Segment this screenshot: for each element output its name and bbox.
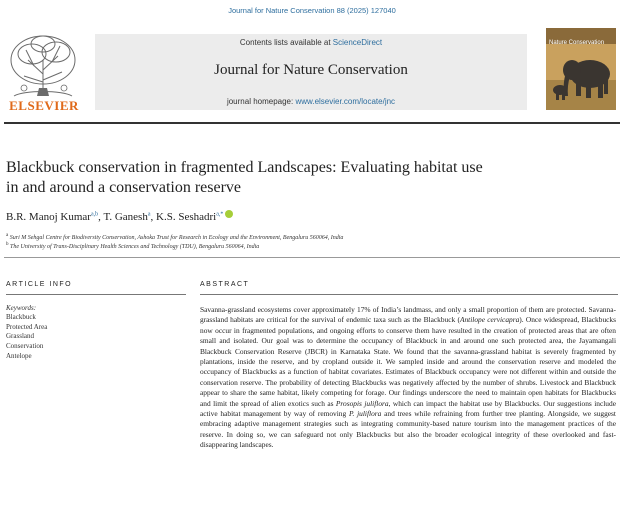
abstract-heading: ABSTRACT: [200, 281, 250, 288]
keyword-item: Protected Area: [6, 322, 48, 331]
species-name: Antilope cervicapra: [459, 315, 520, 325]
article-info-heading: ARTICLE INFO: [6, 281, 73, 288]
publisher-name: ELSEVIER: [9, 98, 79, 113]
header-divider: [4, 122, 620, 124]
keyword-item: Blackbuck: [6, 313, 36, 321]
keyword-item: Conservation: [6, 342, 44, 351]
affiliation-text: Suri M Sehgal Centre for Biodiversity Conservation, Ashoka Trust for Research in Ecology and the Environment, Bengaluru 560064, India: [9, 235, 344, 241]
homepage-prefix: journal homepage:: [226, 97, 296, 106]
article-title-line-2: in and around a conservation reserve: [6, 179, 242, 196]
abstract-part: Savanna-grassland ecosystems cover approximately 17% of India’s landmass, and only a small proportion of them are protected. Savanna-grassland habitats are critical for the survival of endemic taxa such as the Blackbuck (: [200, 305, 616, 325]
affiliations-divider: [4, 257, 620, 258]
journal-citation[interactable]: Journal for Nature Conservation 88 (2025) 127040: [228, 6, 396, 15]
author-separator: ,: [98, 211, 104, 223]
author-affiliation-mark[interactable]: a: [147, 211, 151, 218]
abstract-part: and trees while refraining from further tree planting. Alongside, we suggest embracing adaptive management strategies such as integrating community-based nature tourism into the management practices of the reserve. In doing so, we can safeguard not only Blackbucks but also the broader ecological integrity of these overlooked and fast-disappearing landscapes.: [200, 409, 616, 450]
article-info-rule: [6, 294, 186, 295]
abstract-text: [200, 305, 616, 451]
author-list: [6, 210, 233, 223]
contents-availability-line: [95, 38, 527, 47]
keywords-list: [6, 313, 47, 362]
orcid-icon[interactable]: [225, 210, 233, 218]
journal-homepage-line: [95, 97, 527, 106]
species-name: Prosopis juliflora: [335, 398, 389, 408]
abstract-part: ). Once widespread, Blackbucks now occur in fragmented populations, and ongoing efforts to conserve them have resulted in the creation of protected areas that are often small and isolated. Our goal was to determine the occupancy of Blackbuck in and around one such protected area, the Jayamangali Blackbuck Conservation Reserve (JBCR) in Karnataka State. We found that the savanna-grassland habitat is severely fragmented by plantations, inside the reserve, and by cropland outside it. We sampled inside and around the conservation reserve and modeled the occupancy of Blackbucks as a function of habitat covariates. Estimates of Blackbuck occupancy were not different within and outside the conservation reserve. The probability of detecting Blackbucks was negatively affected by the number of shrubs. Livestock and Blackbuck appear to share the same habitat, likely competing for forage. Our findings underscore the need to maintain open habitats for Blackbucks and limit the spread of alien exotics such as: [200, 315, 616, 408]
author-affiliation-mark[interactable]: a,b: [90, 211, 99, 218]
affiliation-mark: a: [6, 233, 9, 238]
affiliation-text: The University of Trans-Disciplinary Health Sciences and Technology (TDU), Bengaluru 560064, India: [10, 244, 260, 250]
keyword-item: Grassland: [6, 332, 34, 341]
author-name[interactable]: B.R. Manoj Kumar: [6, 211, 91, 223]
affiliation-mark: b: [6, 242, 9, 247]
sciencedirect-link[interactable]: ScienceDirect: [332, 38, 383, 47]
author-affiliation-mark[interactable]: a,*: [216, 211, 224, 218]
keyword-item: Antelope: [6, 351, 32, 360]
abstract-part: , which can impact the habitat use by Blackbucks. Our suggestions include active habitat management by way of removing: [200, 398, 616, 419]
journal-homepage-link[interactable]: www.elsevier.com/locate/jnc: [295, 97, 396, 106]
cover-journal-name: Nature Conservation: [549, 40, 605, 46]
author-name[interactable]: K.S. Seshadri: [156, 211, 217, 223]
affiliation-a: [6, 233, 343, 241]
keywords-label: Keywords:: [6, 304, 37, 312]
journal-title: Journal for Nature Conservation: [214, 62, 408, 78]
abstract-rule: [200, 294, 618, 295]
author-separator: ,: [150, 211, 157, 223]
species-name: P. juliflora: [348, 409, 382, 419]
article-title-line-1: Blackbuck conservation in fragmented Landscapes: Evaluating habitat use: [6, 159, 483, 176]
affiliation-b: [6, 242, 259, 250]
article-title: [6, 158, 566, 198]
author-name[interactable]: T. Ganesh: [103, 211, 148, 223]
contents-prefix: Contents lists available at: [239, 38, 333, 47]
